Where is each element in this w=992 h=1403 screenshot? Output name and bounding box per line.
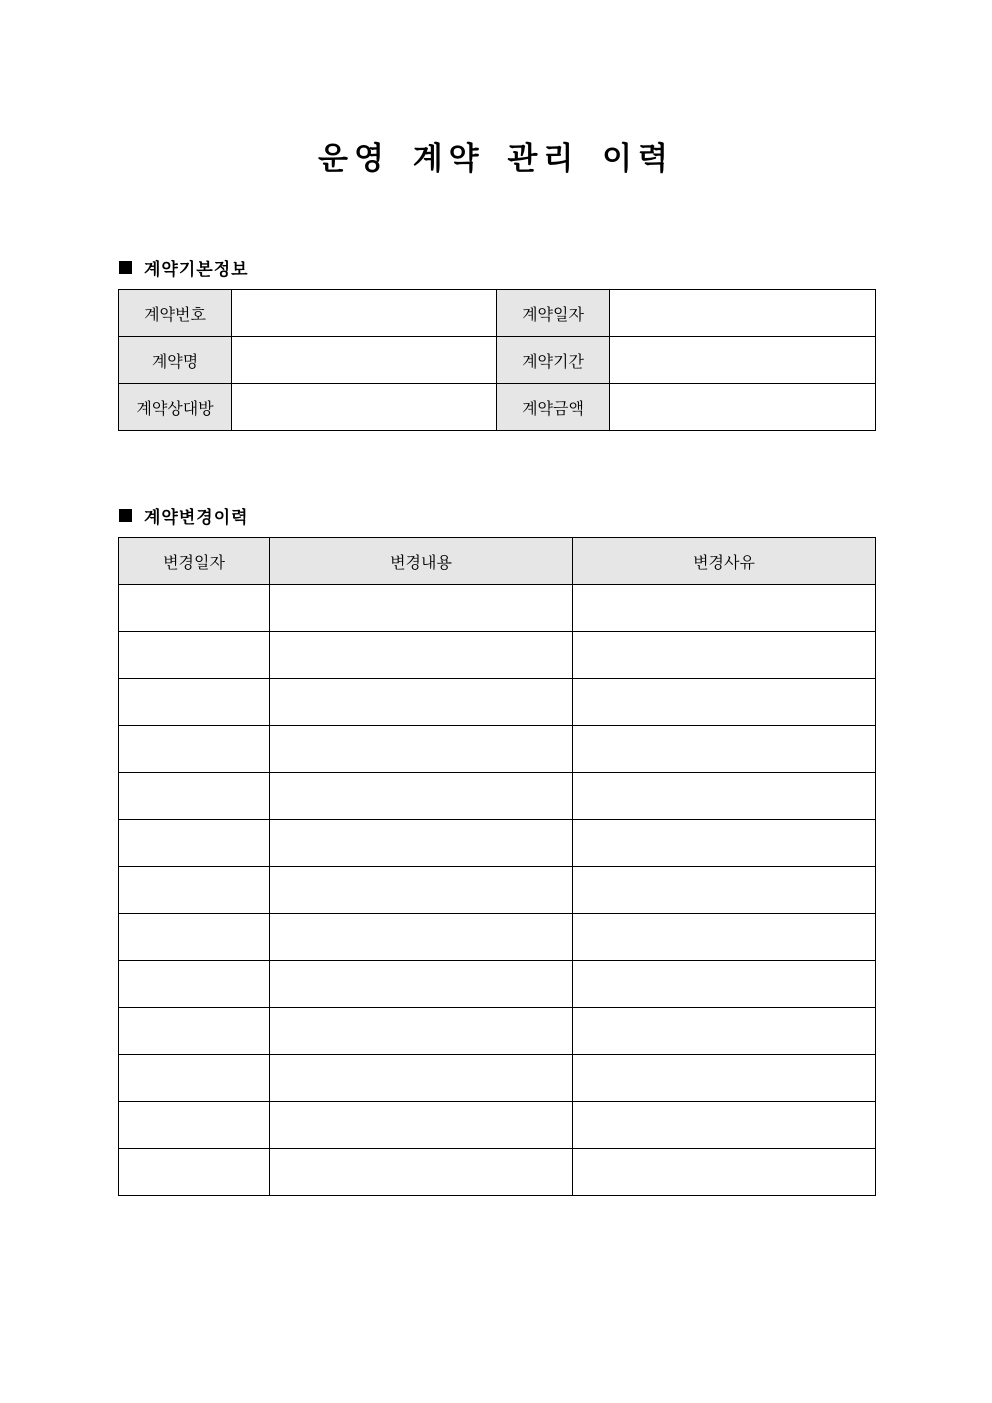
change-date-cell[interactable] xyxy=(119,585,270,632)
table-row xyxy=(119,961,876,1008)
contract-period-label: 계약기간 xyxy=(497,337,610,384)
page-title: 운영 계약 관리 이력 xyxy=(318,141,674,177)
change-reason-cell[interactable] xyxy=(573,1008,876,1055)
section-heading-label: 계약기본정보 xyxy=(144,260,249,280)
contract-number-field[interactable] xyxy=(232,290,497,337)
counterparty-field[interactable] xyxy=(232,384,497,431)
contract-number-label: 계약번호 xyxy=(119,290,232,337)
change-date-cell[interactable] xyxy=(119,632,270,679)
change-details-cell[interactable] xyxy=(270,820,573,867)
change-date-cell[interactable] xyxy=(119,679,270,726)
contract-name-field[interactable] xyxy=(232,337,497,384)
change-reason-cell[interactable] xyxy=(573,726,876,773)
table-row xyxy=(119,820,876,867)
change-date-cell[interactable] xyxy=(119,961,270,1008)
change-reason-cell[interactable] xyxy=(573,1102,876,1149)
change-details-cell[interactable] xyxy=(270,773,573,820)
change-details-cell[interactable] xyxy=(270,632,573,679)
change-reason-cell[interactable] xyxy=(573,585,876,632)
change-details-cell[interactable] xyxy=(270,679,573,726)
basic-info-table xyxy=(118,289,876,431)
change-reason-cell[interactable] xyxy=(573,961,876,1008)
table-row xyxy=(119,337,876,384)
table-row xyxy=(119,1008,876,1055)
change-details-cell[interactable] xyxy=(270,867,573,914)
table-row xyxy=(119,1055,876,1102)
change-details-cell[interactable] xyxy=(270,726,573,773)
change-details-cell[interactable] xyxy=(270,1149,573,1196)
change-reason-cell[interactable] xyxy=(573,632,876,679)
change-reason-cell[interactable] xyxy=(573,820,876,867)
change-details-cell[interactable] xyxy=(270,961,573,1008)
change-reason-cell[interactable] xyxy=(573,1055,876,1102)
column-header-change-details: 변경내용 xyxy=(270,538,573,585)
table-row xyxy=(119,726,876,773)
change-reason-cell[interactable] xyxy=(573,914,876,961)
column-header-change-date: 변경일자 xyxy=(119,538,270,585)
change-date-cell[interactable] xyxy=(119,867,270,914)
table-row xyxy=(119,679,876,726)
change-details-cell[interactable] xyxy=(270,914,573,961)
column-header-change-reason: 변경사유 xyxy=(573,538,876,585)
contract-date-label: 계약일자 xyxy=(497,290,610,337)
change-reason-cell[interactable] xyxy=(573,867,876,914)
change-date-cell[interactable] xyxy=(119,820,270,867)
contract-date-field[interactable] xyxy=(610,290,876,337)
section-heading-label: 계약변경이력 xyxy=(144,508,249,528)
change-date-cell[interactable] xyxy=(119,1102,270,1149)
change-date-cell[interactable] xyxy=(119,726,270,773)
square-bullet-icon xyxy=(119,261,132,274)
change-reason-cell[interactable] xyxy=(573,773,876,820)
table-row xyxy=(119,290,876,337)
contract-name-label: 계약명 xyxy=(119,337,232,384)
change-date-cell[interactable] xyxy=(119,1008,270,1055)
table-row xyxy=(119,867,876,914)
table-row xyxy=(119,914,876,961)
table-row xyxy=(119,1149,876,1196)
change-date-cell[interactable] xyxy=(119,1149,270,1196)
contract-amount-field[interactable] xyxy=(610,384,876,431)
change-history-table xyxy=(118,537,876,1196)
section-heading-basic-info xyxy=(119,255,249,280)
change-reason-cell[interactable] xyxy=(573,679,876,726)
change-date-cell[interactable] xyxy=(119,773,270,820)
change-reason-cell[interactable] xyxy=(573,1149,876,1196)
square-bullet-icon xyxy=(119,509,132,522)
table-row xyxy=(119,585,876,632)
table-row xyxy=(119,384,876,431)
change-details-cell[interactable] xyxy=(270,1102,573,1149)
table-row xyxy=(119,1102,876,1149)
table-header-row xyxy=(119,538,876,585)
contract-period-field[interactable] xyxy=(610,337,876,384)
table-row xyxy=(119,632,876,679)
change-details-cell[interactable] xyxy=(270,1055,573,1102)
table-row xyxy=(119,773,876,820)
change-date-cell[interactable] xyxy=(119,914,270,961)
change-details-cell[interactable] xyxy=(270,585,573,632)
change-date-cell[interactable] xyxy=(119,1055,270,1102)
change-details-cell[interactable] xyxy=(270,1008,573,1055)
change-history-body xyxy=(119,585,876,1196)
contract-amount-label: 계약금액 xyxy=(497,384,610,431)
counterparty-label: 계약상대방 xyxy=(119,384,232,431)
section-heading-change-history xyxy=(119,503,249,528)
